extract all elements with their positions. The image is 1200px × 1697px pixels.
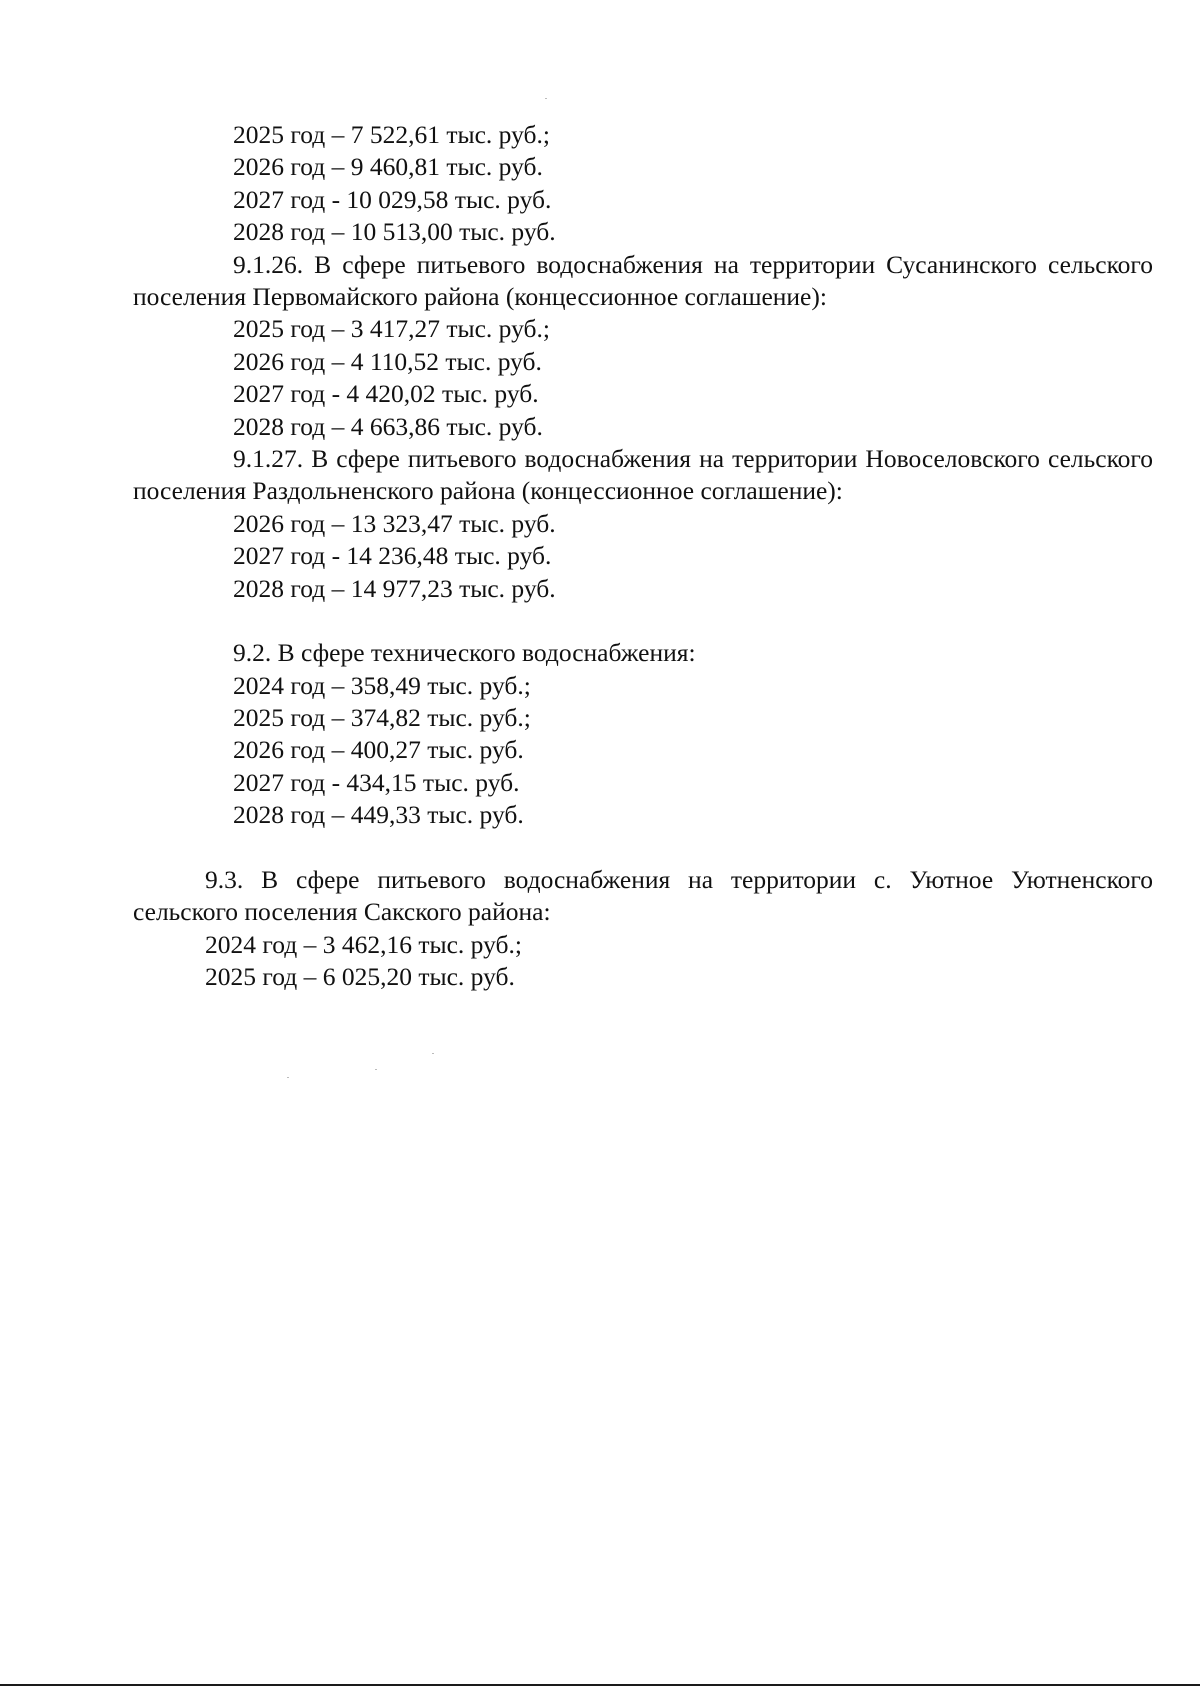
section-9-1-26-heading: 9.1.26. В сфере питьевого водоснабжения на территории Сусанинского сельского поселения Первомайского района (концессионное соглашение): [133, 249, 1153, 311]
amount-line: 2025 год – 374,82 тыс. руб.; [233, 703, 531, 733]
spacer [133, 605, 1153, 637]
document-body [133, 119, 1153, 994]
scan-speck [375, 1069, 377, 1070]
amount-line: 2024 год – 358,49 тыс. руб.; [233, 670, 531, 700]
section-9-3-heading: 9.3. В сфере питьевого водоснабжения на территории с. Уютное Уютненского сельского поселения Сакского района: [133, 865, 1153, 927]
scan-speck [432, 1053, 434, 1054]
amount-line: 2028 год – 14 977,23 тыс. руб. [233, 573, 556, 603]
amount-line: 2028 год – 4 663,86 тыс. руб. [233, 411, 543, 441]
amount-line: 2027 год - 4 420,02 тыс. руб. [233, 379, 539, 409]
scan-speck [545, 98, 547, 99]
amount-line: 2028 год – 449,33 тыс. руб. [233, 800, 524, 830]
section-9-1-27-heading: 9.1.27. В сфере питьевого водоснабжения на территории Новоселовского сельского поселения Раздольненского района (концессионное соглашение): [133, 443, 1153, 506]
section-9-2-heading: 9.2. В сфере технического водоснабжения: [233, 638, 696, 668]
scan-speck [287, 1077, 289, 1078]
amount-line: 2026 год – 4 110,52 тыс. руб. [233, 346, 542, 376]
amount-line: 2027 год - 434,15 тыс. руб. [233, 767, 520, 797]
spacer [133, 832, 1153, 864]
amount-line: 2026 год – 9 460,81 тыс. руб. [233, 152, 543, 182]
amount-line: 2027 год - 14 236,48 тыс. руб. [233, 541, 552, 571]
amount-line: 2028 год – 10 513,00 тыс. руб. [233, 217, 556, 247]
amount-line: 2025 год – 6 025,20 тыс. руб. [205, 962, 515, 992]
amount-line: 2025 год – 3 417,27 тыс. руб.; [233, 314, 550, 344]
scan-edge-line [0, 1684, 1200, 1686]
amount-line: 2026 год – 13 323,47 тыс. руб. [233, 508, 556, 538]
amount-line: 2026 год – 400,27 тыс. руб. [233, 735, 524, 765]
amount-line: 2024 год – 3 462,16 тыс. руб.; [205, 929, 522, 959]
amount-line: 2025 год – 7 522,61 тыс. руб.; [233, 120, 550, 149]
amount-line: 2027 год - 10 029,58 тыс. руб. [233, 184, 552, 214]
